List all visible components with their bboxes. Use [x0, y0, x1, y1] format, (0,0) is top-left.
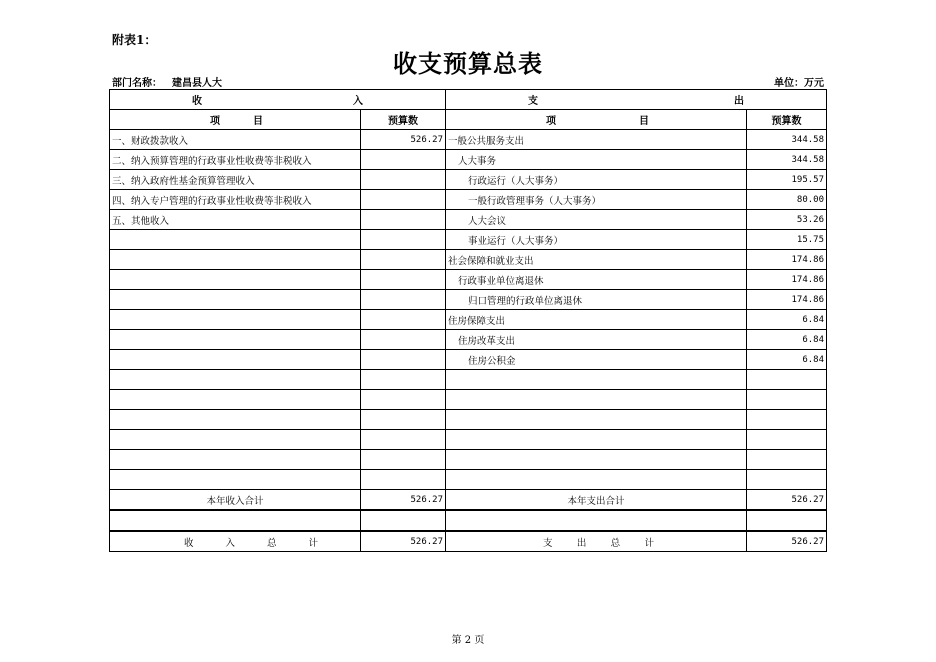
table-row	[110, 210, 827, 230]
expense-grand-total-label: 支 出 总 计	[446, 531, 747, 552]
expense-value-cell: 195.57	[747, 170, 827, 190]
table-row	[110, 470, 827, 490]
income-item-cell	[110, 330, 361, 350]
income-value-cell	[361, 250, 446, 270]
income-grand-total-value: 526.27	[361, 531, 446, 552]
attachment-label: 附表1：	[112, 33, 157, 47]
table-row	[110, 170, 827, 190]
income-item-cell: 五、其他收入	[110, 210, 361, 230]
expense-item-cell: 一般公共服务支出	[446, 130, 747, 150]
expense-item-cell	[446, 470, 747, 490]
expense-section-header: 支 出	[446, 90, 827, 110]
year-expense-total-value: 526.27	[747, 490, 827, 511]
table-row	[110, 270, 827, 290]
expense-value-cell	[747, 470, 827, 490]
expense-budget-header: 预算数	[747, 110, 827, 130]
blank-cell	[110, 510, 361, 531]
expense-item-cell: 住房保障支出	[446, 310, 747, 330]
income-value-cell	[361, 450, 446, 470]
expense-grand-total-value: 526.27	[747, 531, 827, 552]
income-value-cell	[361, 150, 446, 170]
table-row	[110, 250, 827, 270]
expense-value-cell: 6.84	[747, 350, 827, 370]
expense-item-cell	[446, 390, 747, 410]
income-item-cell	[110, 350, 361, 370]
income-item-cell	[110, 430, 361, 450]
income-item-cell: 二、纳入预算管理的行政事业性收费等非税收入	[110, 150, 361, 170]
income-item-cell	[110, 370, 361, 390]
table-row	[110, 130, 827, 150]
expense-item-cell	[446, 370, 747, 390]
income-budget-header: 预算数	[361, 110, 446, 130]
income-value-cell	[361, 390, 446, 410]
income-value-cell	[361, 230, 446, 250]
expense-value-cell: 344.58	[747, 150, 827, 170]
department-line	[112, 74, 222, 89]
department-name: 建昌县人大	[172, 78, 222, 89]
expense-value-cell: 53.26	[747, 210, 827, 230]
table-row	[110, 330, 827, 350]
expense-value-cell: 15.75	[747, 230, 827, 250]
expense-item-header: 项 目	[446, 110, 747, 130]
expense-item-cell: 住房公积金	[446, 350, 747, 370]
table-row	[110, 150, 827, 170]
income-item-cell: 三、纳入政府性基金预算管理收入	[110, 170, 361, 190]
expense-value-cell: 174.86	[747, 270, 827, 290]
income-item-cell	[110, 230, 361, 250]
income-item-cell: 四、纳入专户管理的行政事业性收费等非税收入	[110, 190, 361, 210]
table-row	[110, 450, 827, 470]
expense-value-cell	[747, 390, 827, 410]
table-row	[110, 230, 827, 250]
income-value-cell	[361, 410, 446, 430]
expense-item-cell: 社会保障和就业支出	[446, 250, 747, 270]
income-item-cell	[110, 410, 361, 430]
table-row	[110, 350, 827, 370]
table-row	[110, 370, 827, 390]
income-value-cell	[361, 370, 446, 390]
income-value-cell	[361, 170, 446, 190]
income-value-cell	[361, 290, 446, 310]
year-income-total-value: 526.27	[361, 490, 446, 511]
income-value-cell	[361, 470, 446, 490]
blank-cell	[361, 510, 446, 531]
expense-value-cell: 174.86	[747, 250, 827, 270]
expense-value-cell: 6.84	[747, 310, 827, 330]
expense-item-cell: 行政运行（人大事务）	[446, 170, 747, 190]
income-value-cell	[361, 330, 446, 350]
income-item-cell	[110, 450, 361, 470]
expense-value-cell: 6.84	[747, 330, 827, 350]
income-item-cell	[110, 310, 361, 330]
expense-value-cell	[747, 410, 827, 430]
income-item-header: 项 目	[110, 110, 361, 130]
income-item-cell: 一、财政拨款收入	[110, 130, 361, 150]
section-header-row	[110, 90, 827, 110]
income-value-cell: 526.27	[361, 130, 446, 150]
expense-item-cell: 住房改革支出	[446, 330, 747, 350]
expense-value-cell: 344.58	[747, 130, 827, 150]
expense-item-cell: 一般行政管理事务（人大事务）	[446, 190, 747, 210]
expense-item-cell	[446, 410, 747, 430]
table-row	[110, 390, 827, 410]
expense-value-cell	[747, 430, 827, 450]
blank-row	[110, 510, 827, 531]
year-income-total-label: 本年收入合计	[110, 490, 361, 511]
income-item-cell	[110, 470, 361, 490]
expense-item-cell: 人大事务	[446, 150, 747, 170]
income-value-cell	[361, 270, 446, 290]
expense-value-cell	[747, 450, 827, 470]
table-row	[110, 410, 827, 430]
expense-item-cell: 归口管理的行政单位离退休	[446, 290, 747, 310]
year-expense-total-label: 本年支出合计	[446, 490, 747, 511]
expense-item-cell: 事业运行（人大事务）	[446, 230, 747, 250]
budget-table	[109, 89, 827, 552]
table-row	[110, 290, 827, 310]
expense-item-cell	[446, 450, 747, 470]
table-row	[110, 190, 827, 210]
year-total-row	[110, 490, 827, 511]
income-value-cell	[361, 210, 446, 230]
expense-value-cell: 80.00	[747, 190, 827, 210]
expense-item-cell	[446, 430, 747, 450]
department-label: 部门名称：	[112, 78, 162, 89]
page-title: 收支预算总表	[393, 49, 543, 78]
grand-total-row	[110, 531, 827, 552]
income-value-cell	[361, 190, 446, 210]
income-value-cell	[361, 430, 446, 450]
income-value-cell	[361, 310, 446, 330]
expense-value-cell	[747, 370, 827, 390]
table-row	[110, 310, 827, 330]
blank-cell	[446, 510, 747, 531]
income-value-cell	[361, 350, 446, 370]
expense-item-cell: 行政事业单位离退休	[446, 270, 747, 290]
blank-cell	[747, 510, 827, 531]
income-item-cell	[110, 390, 361, 410]
income-item-cell	[110, 270, 361, 290]
unit-label: 单位：万元	[774, 78, 824, 89]
income-section-header: 收 入	[110, 90, 446, 110]
expense-value-cell: 174.86	[747, 290, 827, 310]
income-item-cell	[110, 250, 361, 270]
income-item-cell	[110, 290, 361, 310]
column-header-row	[110, 110, 827, 130]
expense-item-cell: 人大会议	[446, 210, 747, 230]
income-grand-total-label: 收 入 总 计	[110, 531, 361, 552]
table-row	[110, 430, 827, 450]
page-number: 第 2 页	[451, 635, 485, 646]
